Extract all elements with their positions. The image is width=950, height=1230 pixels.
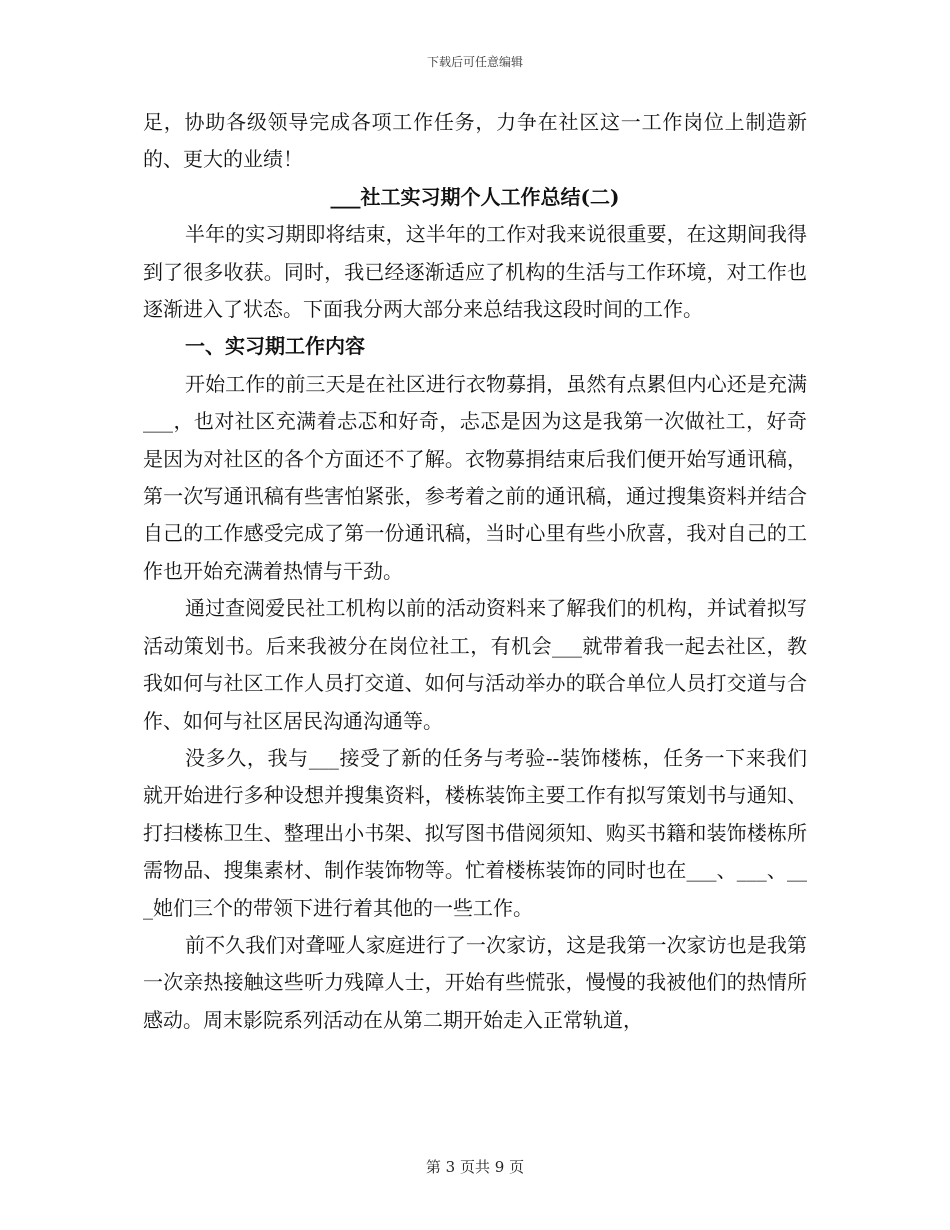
paragraph-agency-materials: 通过查阅爱民社工机构以前的活动资料来了解我们的机构，并试着拟写活动策划书。后来我被分在岗位社工，有机会___就带着我一起去社区，教我如何与社区工作人员打交道、如何与活动举办的联合单位人员打交道与合作、如何与社区居民沟通沟通等。 [143,596,807,733]
section-heading: 一、实习期工作内容 [185,334,365,359]
document-body [143,104,807,1039]
page-header: 下载后可任意编辑 [426,55,523,69]
paragraph-building-decoration: 没多久，我与___接受了新的任务与考验--装饰楼栋，任务一下来我们就开始进行多种设想并搜集资料，楼栋装饰主要工作有拟写策划书与通知、打扫楼栋卫生、整理出小书架、拟写图书借阅须知、购买书籍和装饰楼栋所需物品、搜集素材、制作装饰物等。忙着楼栋装饰的同时也在___、___、___她们三个的带领下进行着其他的一些工作。 [143,745,807,920]
paragraph-home-visit: 前不久我们对聋哑人家庭进行了一次家访，这是我第一次家访也是我第一次亲热接触这些听力残障人士，开始有些慌张，慢慢的我被他们的热情所感动。周末影院系列活动在从第二期开始走入正常轨道， [143,932,807,1032]
section-title: ___社工实习期个人工作总结(二) [330,184,620,209]
paragraph-intro: 半年的实习期即将结束，这半年的工作对我来说很重要，在这期间我得到了很多收获。同时，我已经逐渐适应了机构的生活与工作环境，对工作也逐渐进入了状态。下面我分两大部分来总结我这段时间的工作。 [143,222,807,322]
page-footer: 第 3 页共 9 页 [425,1158,525,1176]
paragraph-continued: 足，协助各级领导完成各项工作任务，力争在社区这一工作岗位上制造新的、更大的业绩！ [143,110,807,172]
paragraph-clothing-donation: 开始工作的前三天是在社区进行衣物募捐，虽然有点累但内心还是充满___，也对社区充满着忐忑和好奇，忐忑是因为这是我第一次做社工，好奇是因为对社区的各个方面还不了解。衣物募捐结束后我们便开始写通讯稿，第一次写通讯稿有些害怕紧张，参考着之前的通讯稿，通过搜集资料并结合自己的工作感受完成了第一份通讯稿，当时心里有些小欣喜，我对自己的工作也开始充满着热情与干劲。 [143,371,807,583]
